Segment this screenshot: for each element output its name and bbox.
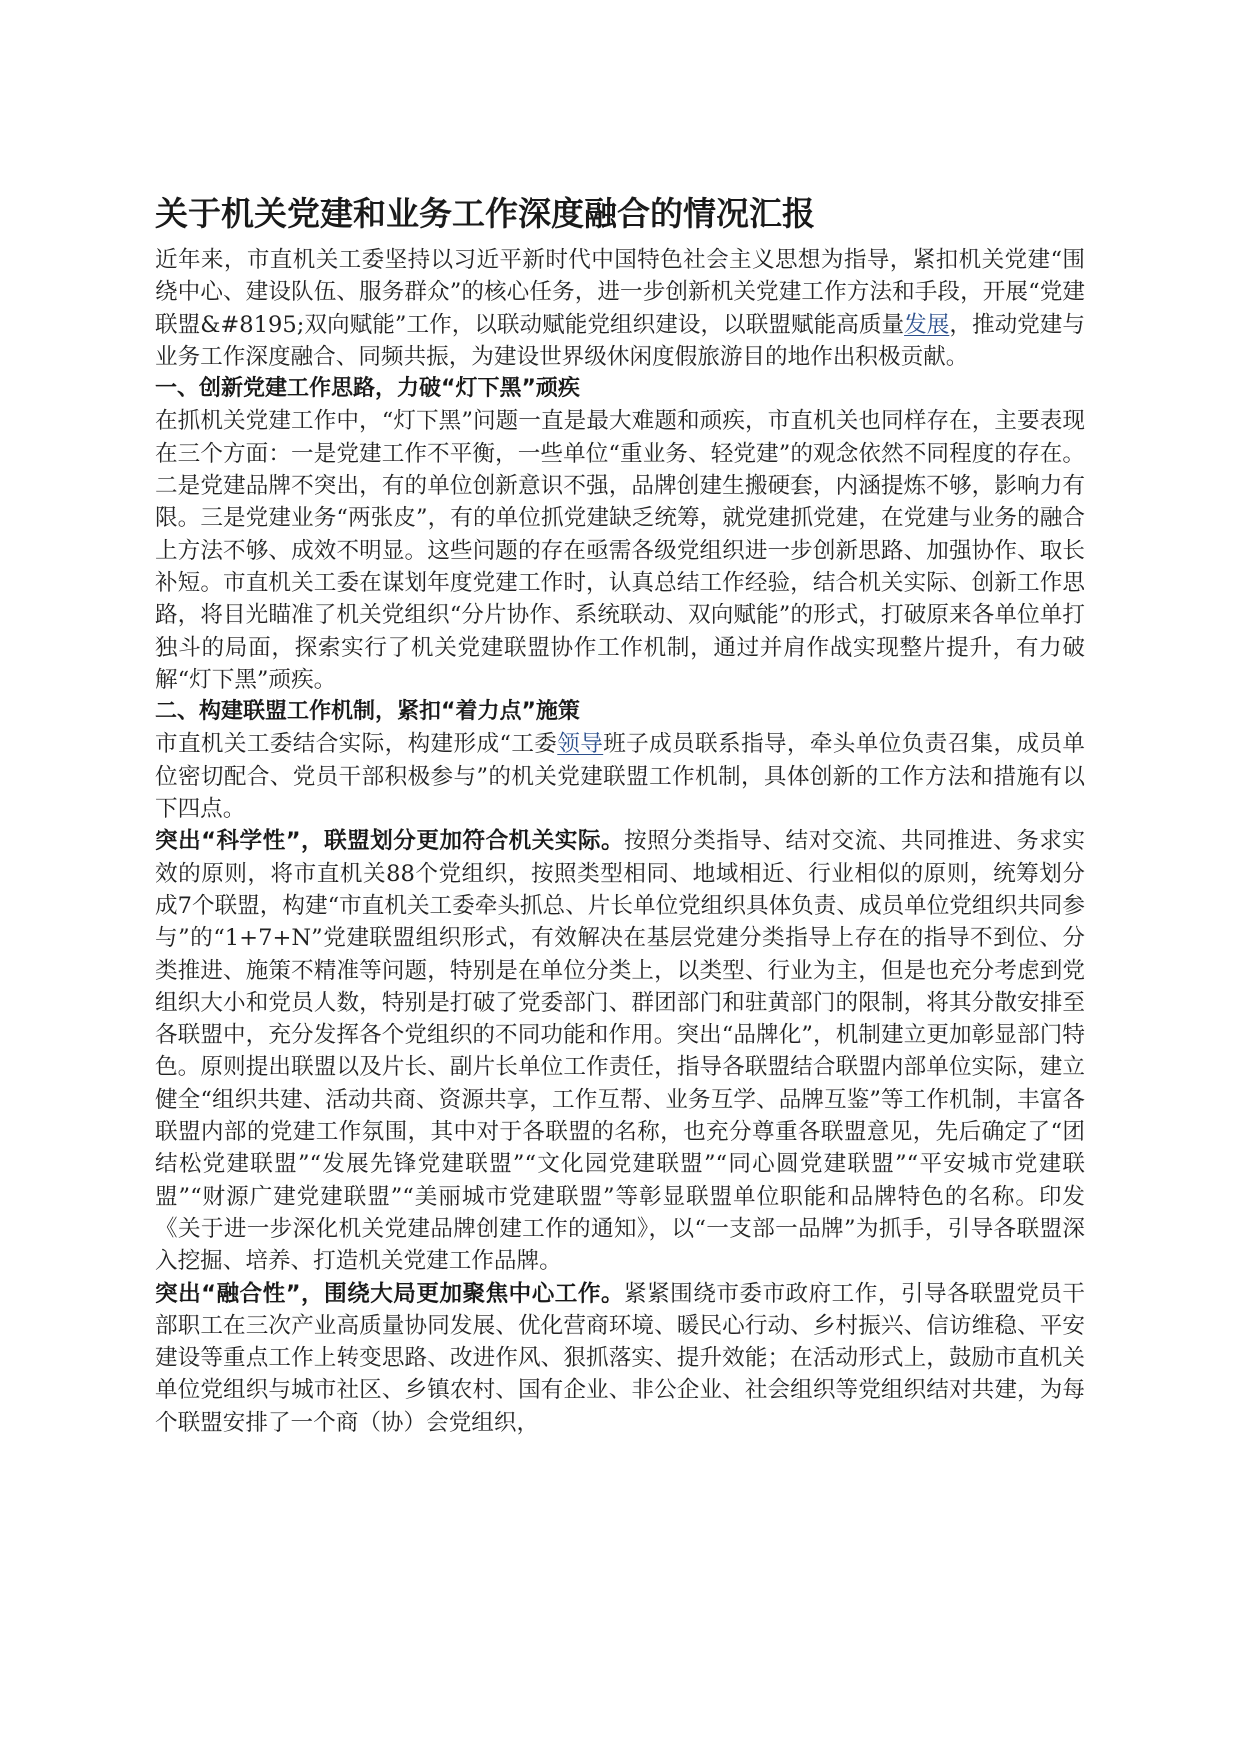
section-1-paragraph: 在抓机关党建工作中，“灯下黑”问题一直是最大难题和顽疾，市直机关也同样存在，主要表现在三个方面：一是党建工作不平衡，一些单位“重业务、轻党建”的观念依然不同程度的存在。二是党建品牌不突出，有的单位创新意识不强，品牌创建生搬硬套，内涵提炼不够，影响力有限。三是党建业务“两张皮”，有的单位抓党建缺乏统筹，就党建抓党建，在党建与业务的融合上方法不够、成效不明显。这些问题的存在亟需各级党组织进一步创新思路、加强协作、取长补短。市直机关工委在谋划年度党建工作时，认真总结工作经验，结合机关实际、创新工作思路，将目光瞄准了机关党组织“分片协作、系统联动、双向赋能”的形式，打破原来各单位单打独斗的局面，探索实行了机关党建联盟协作工作机制，通过并肩作战实现整片提升，有力破解“灯下黑”顽疾。 bbox=[155, 408, 1085, 693]
section-heading-1: 一、创新党建工作思路，力破“灯下黑”顽疾 bbox=[155, 376, 580, 402]
point-1-body: 按照分类指导、结对交流、共同推进、务求实效的原则，将市直机关88个党组织，按照类型相同、地域相近、行业相似的原则，统筹划分成7个联盟，构建“市直机关工委牵头抓总、片长单位党组织具体负责、成员单位党组织共同参与”的“1+7+N”党建联盟组织形式，有效解决在基层党建分类指导上存在的指导不到位、分类推进、施策不精准等问题，特别是在单位分类上，以类型、行业为主，但是也充分考虑到党组织大小和党员人数，特别是打破了党委部门、群团部门和驻黄部门的限制，将其分散安排至各联盟中，充分发挥各个党组织的不同功能和作用。突出“品牌化”，机制建立更加彰显部门特色。原则提出联盟以及片长、副片长单位工作责任，指导各联盟结合联盟内部单位实际，建立健全“组织共建、活动共商、资源共享，工作互帮、业务互学、品牌互鉴”等工作机制，丰富各联盟内部的党建工作氛围，其中对于各联盟的名称，也充分尊重各联盟意见，先后确定了“团结松党建联盟”“发展先锋党建联盟”“文化园党建联盟”“同心圆党建联盟”“平安城市党建联盟”“财源广建党建联盟”“美丽城市党建联盟”等彰显联盟单位职能和品牌特色的名称。印发《关于进一步深化机关党建品牌创建工作的通知》，以“一支部一品牌”为抓手，引导各联盟深入挖掘、培养、打造机关党建工作品牌。 bbox=[155, 828, 1085, 1275]
point-1-lead: 突出“科学性”，联盟划分更加符合机关实际。 bbox=[155, 828, 625, 855]
point-2-lead: 突出“融合性”，围绕大局更加聚焦中心工作。 bbox=[155, 1280, 625, 1307]
intro-text-1: 近年来，市直机关工委坚持以习近平新时代中国特色社会主义思想为指导，紧扣机关党建“围绕中心、建设队伍、服务群众”的核心任务，进一步创新机关党建工作方法和手段，开展“党建联盟&#8195;双向赋能”工作，以联动赋能党组织建设，以联盟赋能高质量 bbox=[155, 247, 1085, 338]
section-2-text-2: 班子成员联系指导，牵头单位负责召集，成员单位密切配合、党员干部积极参与”的机关党建联盟工作机制，具体创新的工作方法和措施有以下四点。 bbox=[155, 731, 1085, 823]
section-2-text-1: 市直机关工委结合实际，构建形成“工委 bbox=[155, 731, 558, 758]
intro-paragraph bbox=[155, 244, 1085, 373]
point-2-paragraph bbox=[155, 1278, 1085, 1439]
point-2-body: 紧紧围绕市委市政府工作，引导各联盟党员干部职工在三次产业高质量协同发展、优化营商环境、暖民心行动、乡村振兴、信访维稳、平安建设等重点工作上转变思路、改进作风、狠抓落实、提升效能；在活动形式上，鼓励市直机关单位党组织与城市社区、乡镇农村、国有企业、非公企业、社会组织等党组织结对共建，为每个联盟安排了一个商（协）会党组织， bbox=[155, 1280, 1085, 1436]
section-heading-2: 二、构建联盟工作机制，紧扣“着力点”施策 bbox=[155, 699, 580, 725]
section-2-paragraph bbox=[155, 728, 1085, 825]
point-1-paragraph bbox=[155, 825, 1085, 1277]
leadership-link[interactable]: 领导 bbox=[557, 731, 604, 758]
document-body bbox=[155, 190, 1085, 1439]
development-link[interactable]: 发展 bbox=[904, 311, 950, 338]
intro-text-2: ，推动党建与业务工作深度融合、同频共振，为建设世界级休闲度假旅游目的地作出积极贡献。 bbox=[155, 311, 1086, 370]
document-title: 关于机关党建和业务工作深度融合的情况汇报 bbox=[155, 194, 815, 233]
